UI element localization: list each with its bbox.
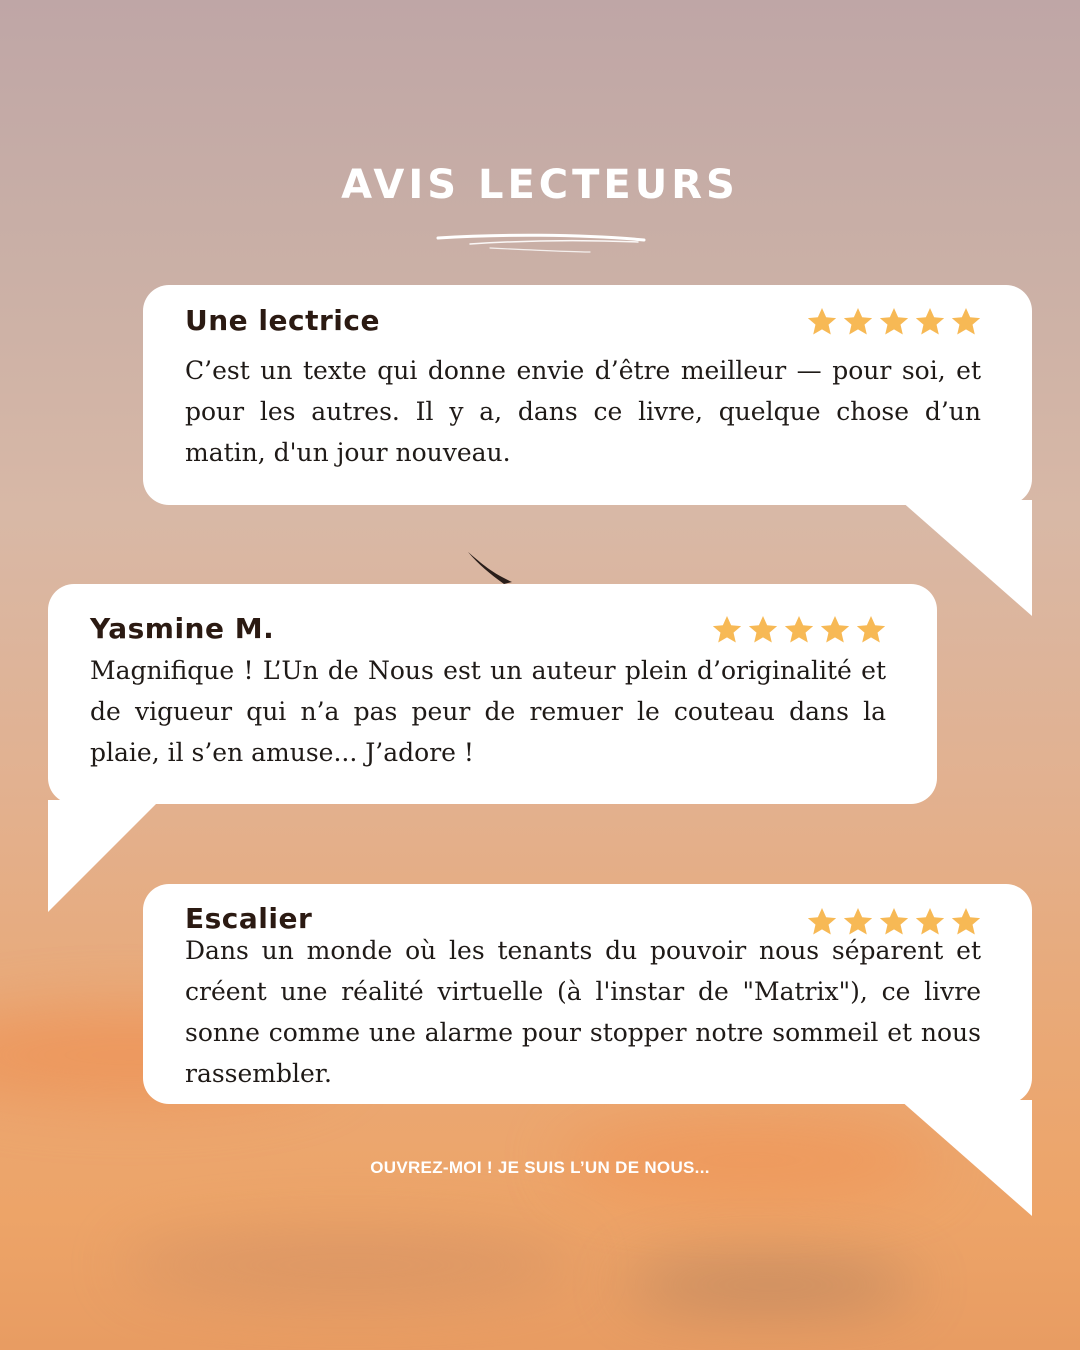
star-icon (819, 614, 851, 646)
speech-bubble-tail (48, 800, 162, 914)
page-title: AVIS LECTEURS (341, 162, 739, 208)
review-author: Escalier (185, 902, 313, 935)
star-icon (950, 306, 982, 338)
background-cloud (120, 1230, 580, 1300)
review-text: Magnifique ! L’Un de Nous est un auteur plein d’originalité et de vigueur qui n’a pas peur de remuer le couteau dans la plaie, il s’en amuse... J’adore ! (90, 656, 886, 767)
background-cloud (620, 1260, 920, 1310)
star-icon (806, 306, 838, 338)
title-underline-flourish (430, 228, 650, 256)
star-icon (855, 614, 887, 646)
star-icon (711, 614, 743, 646)
star-icon (914, 306, 946, 338)
star-icon (842, 306, 874, 338)
footer-tagline: OUVREZ-MOI ! JE SUIS L’UN DE NOUS... (370, 1158, 710, 1177)
review-text: C’est un texte qui donne envie d’être meilleur — pour soi, et pour les autres. Il y a, dans ce livre, quelque chose d’un matin, d'un jour nouveau. (185, 356, 981, 467)
bird-silhouette (460, 548, 520, 588)
star-rating (806, 306, 982, 338)
star-icon (783, 614, 815, 646)
review-author: Une lectrice (185, 304, 380, 337)
review-text: Dans un monde où les tenants du pouvoir nous séparent et créent une réalité virtuelle (à l'instar de "Matrix"), ce livre sonne comme une alarme pour stopper notre sommeil et nous rassembler. (185, 936, 981, 1088)
star-icon (878, 306, 910, 338)
review-author: Yasmine M. (90, 612, 275, 645)
star-rating (711, 614, 887, 646)
star-icon (747, 614, 779, 646)
